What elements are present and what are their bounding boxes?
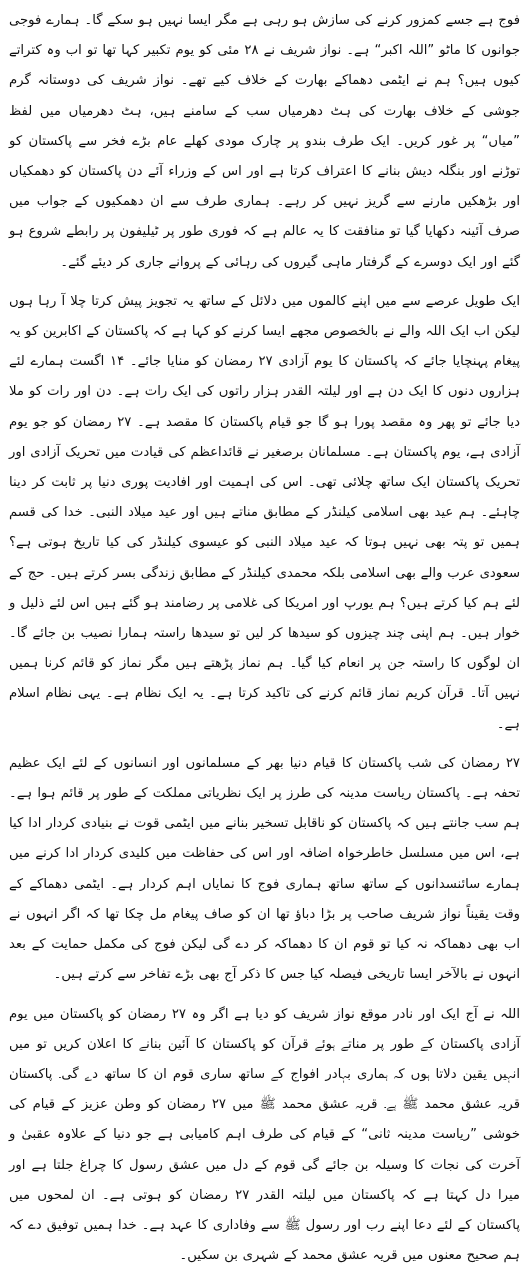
article-paragraph: ۲۷ رمضان کی شب پاکستان کا قیام دنیا بھر کے مسلمانوں اور انسانوں کے لئے ایک عظیم تحفہ ہے۔ پاکستان ریاست مدینہ کی طرز پر ایک نظریاتی مملکت کے طور پر قائم ہوا ہے۔ ہم سب جانتے ہیں کہ پاکستان کو ناقابل تسخیر بنانے میں ایٹمی قوت نے بنیادی کردار ادا کیا ہے، اس میں مسلسل خاطرخواہ اضافہ اور اس کی حفاظت میں کلیدی کردار ادا کرنے میں ہمارے سائنسدانوں کے ساتھ ساتھ ہماری فوج کا نمایاں اہم کردار ہے۔ ایٹمی دھماکے کے وقت یقیناً نواز شریف صاحب پر بڑا دباؤ تھا ان کو صاف پیغام مل چکا تھا کہ اگر انہوں نے اب بھی دھماکہ نہ کیا تو قوم ان کا دھماکہ کر دے گی لیکن فوج کی مکمل حمایت کے بعد انہوں نے بالآخر ایسا تاریخی فیصلہ کیا جس کا ذکر آج بھی بڑے تفاخر سے کرتے ہیں۔	[9, 749, 520, 991]
article-paragraph: فوج ہے جسے کمزور کرنے کی سازش ہو رہی ہے مگر ایسا نہیں ہو سکے گا۔ ہمارے فوجی جوانوں کا ماٹو ”اللہ اکبر“ ہے۔ نواز شریف نے ۲۸ مئی کو یوم تکبیر کہا تھا تو اب وہ کتراتے کیوں ہیں؟ ہم نے ایٹمی دھماکے بھارت کے خلاف کیے تھے۔ نواز شریف کی دوستانہ گرم جوشی کے خلاف بھارت کی ہٹ دھرمیاں سب کے سامنے ہیں، ہٹ دھرمیاں میں لفظ ”میاں“ پر غور کریں۔ ایک طرف بندو پر چارک مودی کھلے عام بڑے فخر سے پاکستان کو توڑنے اور بنگلہ دیش بنانے کا اعتراف کرتا ہے اور اس کے وزراء آئے دن پاکستان کو دھمکیاں اور بڑھکیں مارنے سے گریز نہیں کر رہے۔ ہماری طرف سے ان دھمکیوں کے جواب میں صرف آئینہ دکھایا گیا تو منافقت کا یہ عالم ہے کہ فوری طور پر ٹیلیفون پر رابطے شروع ہو گئے اور ایک دوسرے کے گرفتار ماہی گیروں کی رہائی کے پروانے جاری کر دیئے گئے۔	[9, 6, 520, 278]
article-paragraph: ایک طویل عرصے سے میں اپنے کالموں میں دلائل کے ساتھ یہ تجویز پیش کرتا چلا آ رہا ہوں لیکن اب ایک اللہ والے نے بالخصوص مجھے ایسا کرنے کو کہا ہے کہ پاکستان کے اکابرین کو یہ پیغام پہنچایا جائے کہ پاکستان کا یوم آزادی ۲۷ رمضان کو منایا جائے۔ ۱۴ اگست ہمارے لئے ہزاروں دنوں کا ایک دن ہے اور لیلتہ القدر ہزار راتوں کی ایک رات ہے۔ دن اور رات کو ملا دیا جائے تو پھر وہ مقصد پورا ہو گا جو قیام پاکستان کا مقصد ہے۔ ۲۷ رمضان کو جو یوم آزادی ہے، یوم پاکستان ہے۔ مسلمانان برصغیر نے قائداعظم کی قیادت میں تحریک آزادی اور تحریک پاکستان ایک ساتھ چلائی تھی۔ اس کی اہمیت اور افادیت پوری دنیا پر ثابت کر دینا چاہئے۔ ہم عید بھی اسلامی کیلنڈر کے مطابق مناتے ہیں اور عید میلاد النبی۔ خدا کی قسم ہمیں تو پتہ بھی نہیں ہوتا کہ عید میلاد النبی کو عیسوی کیلنڈر کی کیا تاریخ ہوتی ہے؟ سعودی عرب والے بھی اسلامی بلکہ محمدی کیلنڈر کے مطابق زندگی بسر کرتے ہیں۔ حج کے لئے ہم کیا کرتے ہیں؟ ہم یورپ اور امریکا کی غلامی پر رضامند ہو گئے ہیں اس لئے ذلیل و خوار ہیں۔ ہم اپنی چند چیزوں کو سیدھا کر لیں تو سیدھا راستہ ہمارا نصیب بن جائے گا۔ ان لوگوں کا راستہ جن پر انعام کیا گیا۔ ہم نماز پڑھتے ہیں مگر نماز کو قائم کرنا ہمیں نہیں آتا۔ قرآن کریم نماز قائم کرنے کی تاکید کرتا ہے۔ یہ ایک نظام ہے۔ یہی نظام اسلام ہے۔	[9, 287, 520, 740]
article-paragraph: اللہ نے آج ایک اور نادر موقع نواز شریف کو دیا ہے اگر وہ ۲۷ رمضان کو پاکستان میں یوم آزادی پاکستان کے طور پر مناتے ہوئے قرآن کو پاکستان کا آئین بنانے کا اعلان کریں تو میں انہیں یقین دلاتا ہوں کہ ہماری بہادر افواج کے ساتھ ساری قوم ان کا ساتھ دے گی۔ پاکستان قریہ عشق محمد ﷺ ہے۔ قریہ عشق محمد ﷺ میں ۲۷ رمضان کو وطن عزیز کے قیام کی خوشی ”ریاست مدینہ ثانی“ کے قیام کی طرف اہم کامیابی ہے جو دنیا کے علاوہ عقبیٰ و آخرت کی نجات کا وسیلہ بن جائے گی قوم کے دل میں عشق رسول کا چراغ جلتا ہے اور میرا دل کہتا ہے کہ پاکستان میں لیلتہ القدر ۲۷ رمضان کو ہوتی ہے۔ ان لمحوں میں پاکستان کے لئے دعا اپنے رب اور رسول ﷺ سے وفاداری کا عہد ہے۔ خدا ہمیں توفیق دے کہ ہم صحیح معنوں میں قریہ عشق محمد کے شہری بن سکیں۔	[9, 1000, 520, 1271]
